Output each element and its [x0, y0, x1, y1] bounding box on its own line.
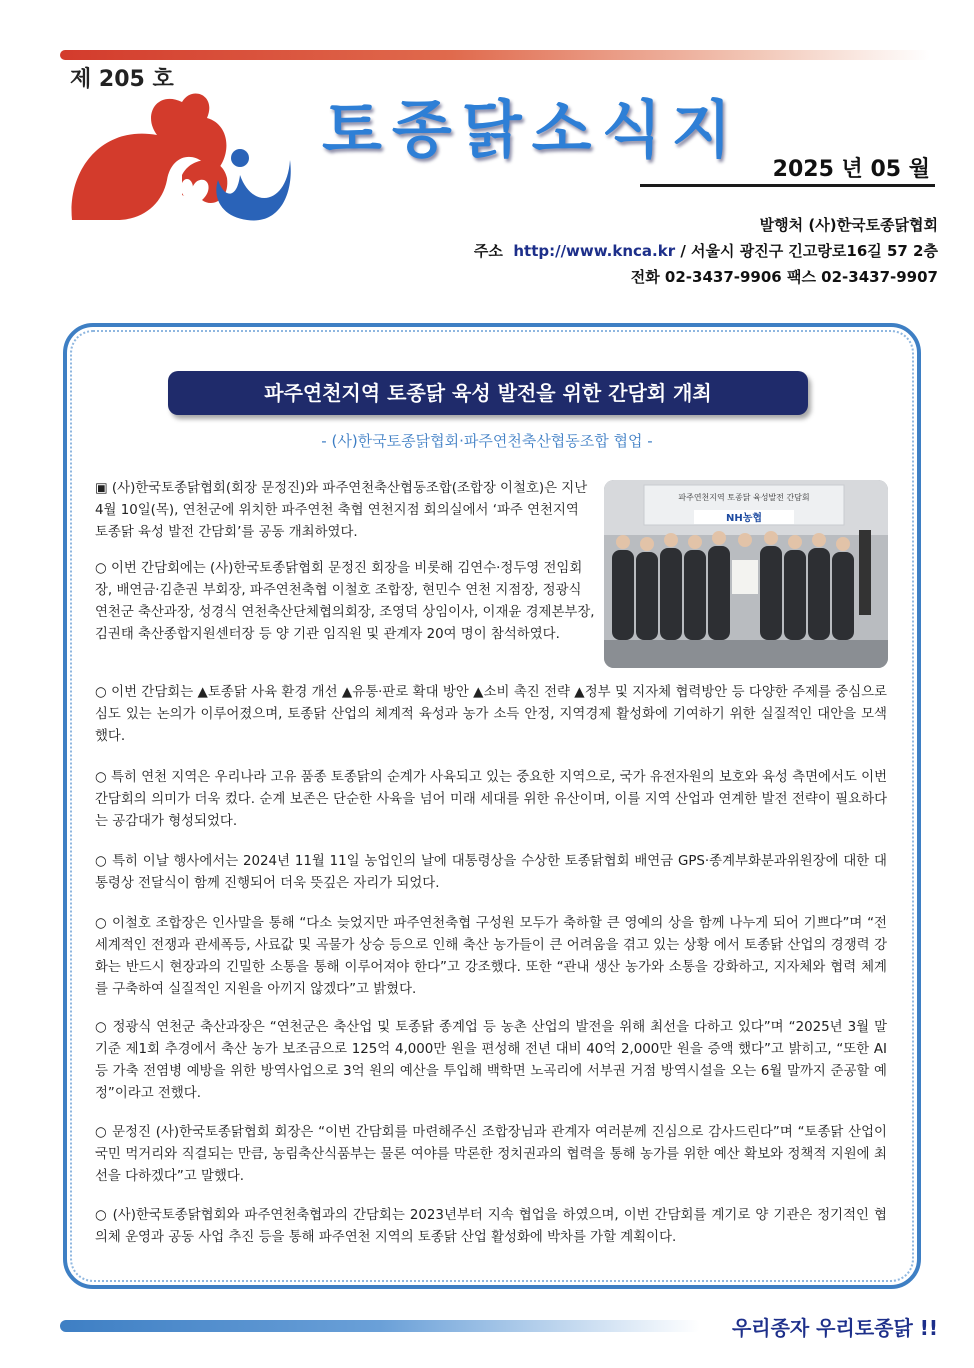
top-decorative-bar — [60, 50, 930, 60]
paragraph-9: ○ (사)한국토종닭협회와 파주연천축협과의 간담회는 2023년부터 지속 협업을 하였으며, 이번 간담회를 계기로 양 기관은 정기적인 협의체 운영과 공동 사업 추진 등을 통해 파주연천 지역의 토종닭 산업 활성화에 박차를 가할 계획이다. — [95, 1208, 887, 1245]
paragraph-1: ▣ (사)한국토종닭협회(회장 문정진)와 파주연천축산협동조합(조합장 이철호)은 지난 4월 10일(목), 연천군에 위치한 파주연천 축협 연천지점 회의실에서 ‘파주 연천지역 토종닭 육성 발전 간담회’를 공동 개최하였다. — [95, 481, 588, 540]
publisher-name: 발행처 (사)한국토종닭협회 — [759, 216, 938, 234]
chicken-logo-icon — [62, 80, 302, 230]
paragraph-5: ○ 특히 이날 행사에서는 2024년 11월 11일 농업인의 날에 대통령상을 수상한 토종닭협회 배연금 GPS·종계부화분과위원장에 대한 대통령상 전달식이 함께 진행되어 더욱 뜻깊은 자리가 되었다. — [95, 854, 887, 891]
publisher-contact: 전화 02-3437-9906 팩스 02-3437-9907 — [630, 268, 938, 286]
publisher-address — [474, 238, 938, 264]
paragraph-3: ○ 이번 간담회는 ▲토종닭 사육 환경 개선 ▲유통·판로 확대 방안 ▲소비 촉진 전략 ▲정부 및 지자체 협력방안 등 다양한 주제를 중심으로 심도 있는 논의가 이루어졌으며, 토종닭 산업의 체계적 육성과 농가 소득 안정, 지역경제 활성화에 기여하기 위한 실질적인 대안을 모색했다. — [95, 685, 887, 744]
issue-number: 제 205 호 — [70, 67, 174, 92]
newsletter-title: 토종닭소식지 — [322, 93, 742, 166]
article-headline: 파주연천지역 토종닭 육성 발전을 위한 간담회 개최 — [168, 371, 808, 415]
publisher-info — [474, 212, 938, 290]
footer-slogan: 우리종자 우리토종닭 !! — [731, 1316, 938, 1340]
group-photo-image — [604, 480, 888, 668]
bottom-decorative-bar — [60, 1320, 700, 1332]
paragraph-2: ○ 이번 간담회에는 (사)한국토종닭협회 문정진 회장을 비롯해 김연수·정두영 전임회장, 배연금·김춘권 부회장, 파주연천축협 이철호 조합장, 현민수 연천 지점장, 정광식 연천군 축산과장, 성경식 연천축산단체협의회장, 조영덕 상임이사, 이재윤 경제본부장, 김권태 축산종합지원센터장 등 양 기관 임직원 및 관계자 20여 명이 참석하였다. — [95, 561, 595, 642]
paragraph-8: ○ 문정진 (사)한국토종닭협회 회장은 “이번 간담회를 마련해주신 조합장님과 관계자 여러분께 진심으로 감사드린다”며 “토종닭 산업이 국민 먹거리와 직결되는 만큼, 농림축산식품부는 물론 여야를 막론한 정치권과의 협력을 통해 농가를 위한 예산 확보와 정책적 지원에 최선을 다하겠다”고 말했다. — [95, 1125, 887, 1184]
address-text: / 서울시 광진구 긴고랑로16길 57 2층 — [675, 242, 938, 260]
issue-date: 2025 년 05 월 — [772, 157, 930, 182]
photo-sign-text: NH농협 — [725, 513, 763, 524]
event-photo — [604, 480, 888, 668]
article-subheadline: - (사)한국토종닭협회·파주연천축산협동조합 협업 - — [321, 432, 653, 450]
address-label: 주소 — [473, 242, 503, 260]
paragraph-6: ○ 이철호 조합장은 인사말을 통해 “다소 늦었지만 파주연천축협 구성원 모두가 축하할 큰 영예의 상을 함께 나누게 되어 기쁘다”며 “전 세계적인 전쟁과 관세폭등, 사료값 및 곡물가 상승 등으로 인해 축산 농가들이 큰 어려움을 겪고 있는 상황 에서 토종닭 산업의 경쟁력 강화는 반드시 현장과의 긴밀한 소통을 통해 이루어져야 한다”고 강조했다. 또한 “관내 생산 농가와 소통을 강화하고, 지자체와 협력 체계를 구축하여 실질적인 지원을 아끼지 않겠다”고 밝혔다. — [95, 916, 887, 997]
paragraph-4: ○ 특히 연천 지역은 우리나라 고유 품종 토종닭의 순계가 사육되고 있는 중요한 지역으로, 국가 유전자원의 보호와 육성 측면에서도 이번 간담회의 의미가 더욱 컸다. 순계 보존은 단순한 사육을 넘어 미래 세대를 위한 유산이며, 이를 지역 산업과 연계한 발전 전략이 필요하다는 공감대가 형성되었다. — [95, 770, 887, 829]
date-underline — [640, 184, 935, 187]
paragraph-7: ○ 정광식 연천군 축산과장은 “연천군은 축산업 및 토종닭 종계업 등 농촌 산업의 발전을 위해 최선을 다하고 있다”며 “2025년 3월 말 기준 제1회 추경에서 축산 농가 보조금으로 125억 4,000만 원을 편성해 전년 대비 40억 2,000만 원을 증액 했다”고 밝히고, “또한 AI 등 가축 전염병 예방을 위한 방역사업으로 3억 원의 예산을 투입해 백학면 노곡리에 서부권 거점 방역시설을 오는 6월 말까지 준공할 예정”이라고 전했다. — [95, 1020, 887, 1101]
website-link[interactable]: http://www.knca.kr — [513, 242, 676, 260]
photo-banner-text: 파주연천지역 토종닭 육성발전 간담회 — [678, 493, 810, 502]
